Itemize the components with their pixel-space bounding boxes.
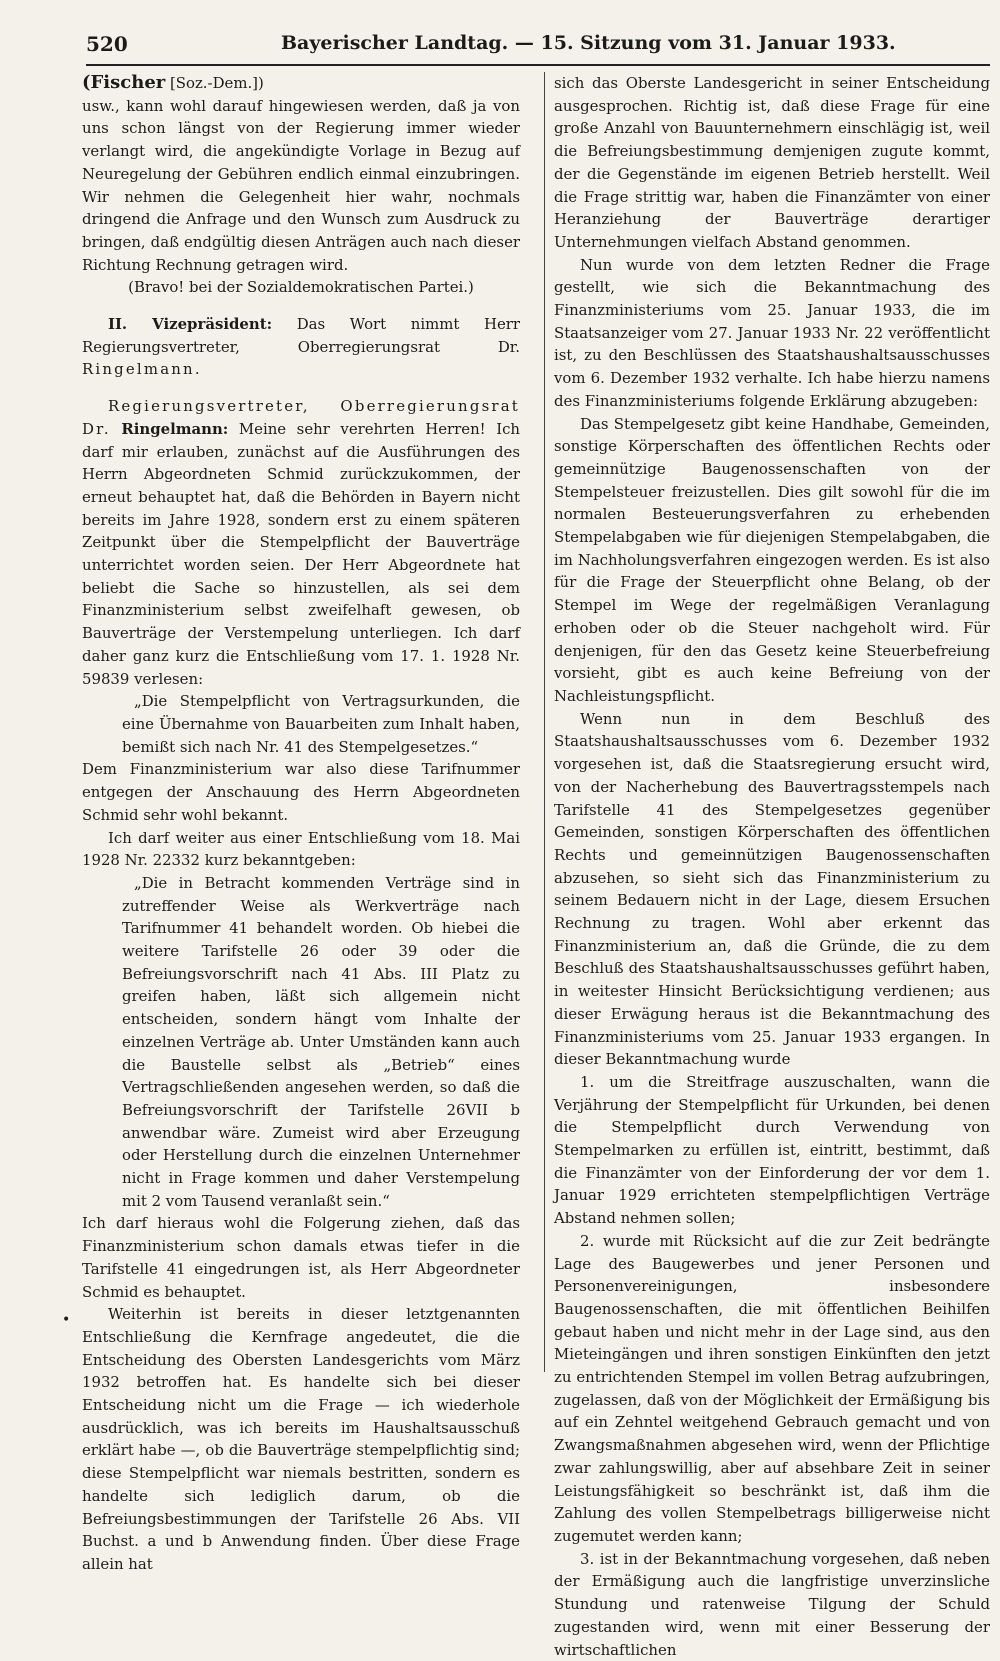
paragraph: usw., kann wohl darauf hingewiesen werden, daß ja von uns schon längst von der Regierung immer wieder verlangt wird, die angekündigte Vorlage in Bezug auf Neuregelung der Gebühren endlich einmal einzubringen. Wir nehmen die Gelegenheit hier wahr, nochmals dringend die Anfrage und den Wunsch zum Ausdruck zu bringen, daß endgültig diesen Anträgen auch nach dieser Richtung Rechnung getragen wird. bbox=[82, 96, 520, 274]
applause-note: (Bravo! bei der Sozialdemokratischen Partei.) bbox=[128, 278, 474, 297]
speaker-name: (Fischer bbox=[82, 72, 166, 93]
government-rep-name: Ringelmann: bbox=[121, 419, 229, 438]
margin-mark: • bbox=[62, 1312, 71, 1328]
paragraph: Das Stempelgesetz gibt keine Handhabe, Gemeinden, sonstige Körperschaften des öffentlichen Rechts oder gemeinnützige Baugenossenschaften von der Stempelsteuer freizustellen. Dies gilt sowohl für die im normalen Besteuerungsverfahren zu erhebenden Stempelabgaben wie für diejenigen Stempelabgaben, die im Nachholungsverfahren eingezogen werden. Es ist also für die Frage der Steuerpflicht ohne Belang, ob der Stempel im Wege der regelmäßigen Veranlagung erhoben oder ob die Steuer nachgeholt wird. Für denjenigen, für den das Gesetz keine Steuerbefreiung vorsieht, gibt es auch keine Befreiung von der Nachleistungspflicht. bbox=[554, 414, 990, 705]
vice-president-name: Ringelmann. bbox=[82, 360, 202, 379]
list-item: 2. wurde mit Rücksicht auf die zur Zeit bedrängte Lage des Baugewerbes und jener Personen und Personenvereinigungen, insbesondere Baugenossenschaften, die mit öffentlichen Beihilfen gebaut haben und nicht mehr in der Lage sind, aus den Mieteingängen und ihren sonstigen Einkünften den jetzt zu entrichtenden Stempel im vollen Betrag aufzubringen, zugelassen, daß von der Möglichkeit der Ermäßigung bis auf ein Zehntel weitgehend Gebrauch gemacht und von Zwangsmaßnahmen abgesehen wird, wenn der Pflichtige zwar zahlungswillig, aber auf absehbare Zeit in seiner Leistungsfähigkeit so beschränkt ist, daß ihm die Zahlung des vollen Stempelbetrags billigerweise nicht zugemutet werden kann; bbox=[554, 1231, 990, 1545]
page-header bbox=[86, 30, 990, 66]
vice-president-label: II. Vizepräsident: bbox=[108, 315, 273, 334]
left-column bbox=[82, 72, 520, 1576]
vice-president-text: Das Wort nimmt Herr Regierungsvertreter, Oberregierungsrat Dr. bbox=[82, 315, 520, 356]
list-item: 3. ist in der Bekanntmachung vorgesehen, daß neben der Ermäßigung auch die langfristige unverzinsliche Stundung und ratenweise Tilgung der Schuld zugestanden wird, wenn mit einer Besserung der wirtschaftlichen bbox=[554, 1549, 990, 1659]
speaker-continuation bbox=[82, 72, 520, 95]
paragraph: Dem Finanzministerium war also diese Tarifnummer entgegen der Anschauung des Herrn Abgeordneten Schmid sehr wohl bekannt. bbox=[82, 760, 520, 824]
quote-block: „Die in Betracht kommenden Verträge sind in zutreffender Weise als Werkverträge nach Tarifnummer 41 behandelt worden. Ob hiebei die weitere Tarifstelle 26 oder 39 oder die Befreiungsvorschrift nach 41 Abs. III Platz zu greifen haben, läßt sich allgemein nicht entscheiden, sondern hängt vom Inhalte der einzelnen Verträge ab. Unter Umständen kann auch die Baustelle selbst als „Betrieb“ eines Vertragschließenden angesehen werden, so daß die Befreiungsvorschrift der Tarifstelle 26VII b anwendbar wäre. Zumeist wird aber Erzeugung oder Herstellung durch die einzelnen Unternehmer nicht in Frage kommen und daher Verstempelung mit 2 vom Tausend veranlaßt sein.“ bbox=[122, 873, 520, 1210]
right-column bbox=[554, 72, 990, 1661]
list-item: 1. um die Streitfrage auszuschalten, wann die Verjährung der Stempelpflicht für Urkunden, bei denen die Stempelpflicht durch Verwendung von Stempelmarken zu erfüllen ist, eintritt, bestimmt, daß die Finanzämter von der Einforderung der vor dem 1. Januar 1929 errichteten stempelpflichtigen Verträge Abstand nehmen sollen; bbox=[554, 1072, 990, 1228]
vice-president-statement bbox=[82, 313, 520, 381]
column-divider bbox=[544, 72, 545, 1372]
page-number: 520 bbox=[86, 32, 128, 56]
government-rep-text: Meine sehr verehrten Herren! Ich darf mir erlauben, zunächst auf die Ausführungen des Herrn Abgeordneten Schmid zurückzukommen, der erneut behauptet hat, daß die Behörden in Bayern nicht bereits im Jahre 1928, sondern erst zu einem späteren Zeitpunkt über die Stempelpflicht der Bauverträge unterrichtet worden seien. Der Herr Abgeordnete hat beliebt die Sache so hinzustellen, als sei dem Finanzministerium selbst zweifelhaft gewesen, ob Bauverträge der Verstempelung unterliegen. Ich darf daher ganz kurz die Entschließung vom 17. 1. 1928 Nr. 59839 verlesen: bbox=[82, 419, 521, 688]
quote-block: „Die Stempelpflicht von Vertragsurkunden, die eine Übernahme von Bauarbeiten zum Inhalt haben, bemißt sich nach Nr. 41 des Stempelgesetzes.“ bbox=[122, 692, 520, 756]
government-rep-label: Regierungsvertreter, Oberregierungsrat Dr. bbox=[82, 397, 520, 438]
government-speech bbox=[82, 395, 520, 690]
paragraph: Nun wurde von dem letzten Redner die Frage gestellt, wie sich die Bekanntmachung des Finanzministeriums vom 25. Januar 1933, die im Staatsanzeiger vom 27. Januar 1933 Nr. 22 veröffentlicht ist, zu den Beschlüssen des Staatshaushaltsausschusses vom 6. Dezember 1932 verhalte. Ich habe hierzu namens des Finanzministeriums folgende Erklärung abzugeben: bbox=[554, 255, 990, 410]
paragraph: Ich darf hieraus wohl die Folgerung ziehen, daß das Finanzministerium schon damals etwas tiefer in die Tarifstelle 41 eingedrungen ist, als Herr Abgeordneter Schmid es behauptet. bbox=[82, 1214, 520, 1301]
speaker-party: [Soz.-Dem.]) bbox=[169, 74, 264, 92]
paragraph: Wenn nun in dem Beschluß des Staatshaushaltsausschusses vom 6. Dezember 1932 vorgesehen ist, daß die Staatsregierung ersucht wird, von der Nacherhebung des Bauvertragsstempels nach Tarifstelle 41 des Stempelgesetzes gegenüber Gemeinden, sonstigen Körperschaften des öffentlichen Rechts und gemeinnützigen Baugenossenschaften abzusehen, so sieht sich das Finanzministerium zu seinem Bedauern nicht in der Lage, diesem Ersuchen Rechnung zu tragen. Wohl aber erkennt das Finanzministerium an, daß die Gründe, die zu dem Beschluß des Staatshaushaltsausschusses geführt haben, in weitester Hinsicht Berücksichtigung verdienen; aus dieser Erwägung heraus ist die Bekanntmachung des Finanzministeriums vom 25. Januar 1933 ergangen. In dieser Bekanntmachung wurde bbox=[554, 709, 990, 1069]
paragraph: Weiterhin ist bereits in dieser letztgenannten Entschließung die Kernfrage angedeutet, die die Entscheidung des Obersten Landesgerichts vom März 1932 betroffen hat. Es handelte sich bei dieser Entscheidung nicht um die Frage — ich wiederhole ausdrücklich, was ich bereits im Haushaltsausschuß erklärt habe —, ob die Bauverträge stempelpflichtig sind; diese Stempelpflicht war niemals bestritten, sondern es handelte sich lediglich darum, ob die Befreiungsbestimmungen der Tarifstelle 26 Abs. VII Buchst. a und b Anwendung finden. Über diese Frage allein hat bbox=[82, 1305, 520, 1573]
paragraph: sich das Oberste Landesgericht in seiner Entscheidung ausgesprochen. Richtig ist, daß diese Frage für eine große Anzahl von Bauunternehmern einschlägig ist, weil die Befreiungsbestimmung demjenigen zugute kommt, der die Gegenstände im eigenen Betrieb herstellt. Weil die Frage strittig war, haben die Finanzämter von einer Heranziehung der Bauverträge derartiger Unternehmungen vielfach Abstand genommen. bbox=[554, 74, 990, 251]
running-title: Bayerischer Landtag. — 15. Sitzung vom 31. Januar 1933. bbox=[281, 32, 896, 54]
paragraph: Ich darf weiter aus einer Entschließung vom 18. Mai 1928 Nr. 22332 kurz bekanntgeben: bbox=[82, 828, 520, 870]
